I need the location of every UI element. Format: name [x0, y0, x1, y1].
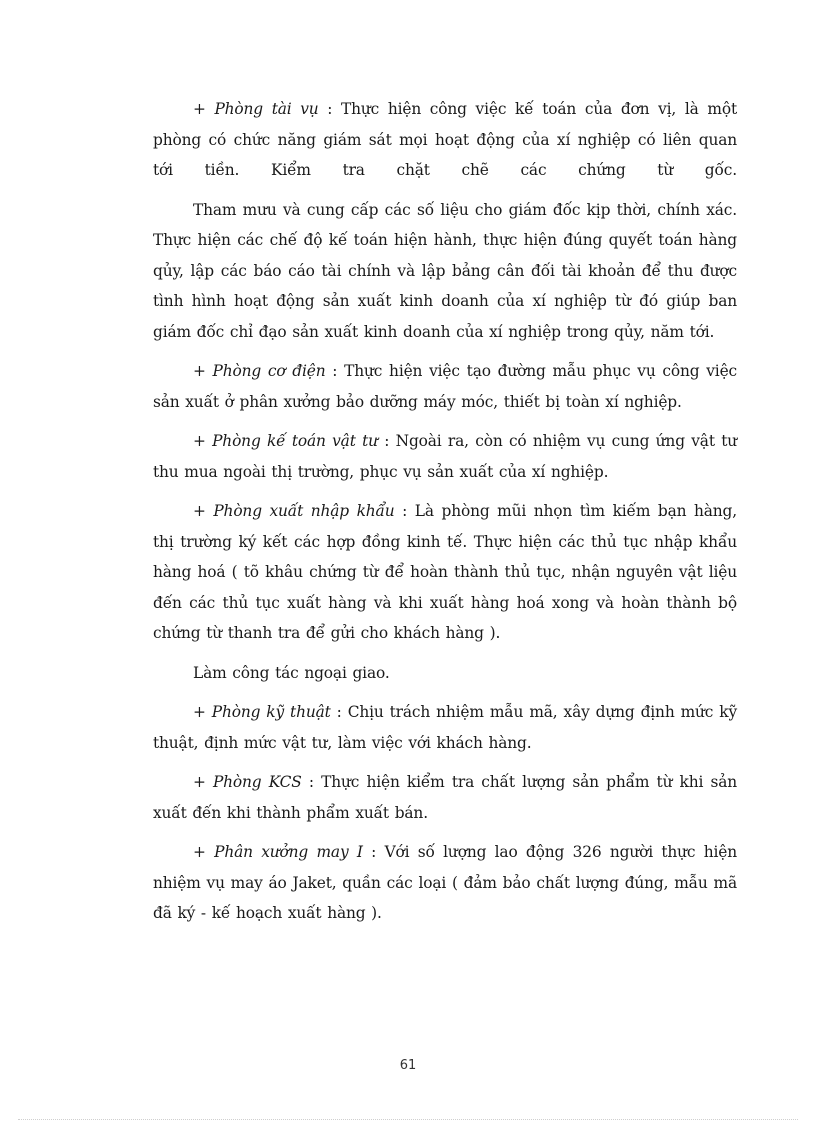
paragraph-text: : Ngoài ra, còn có nhiệm vụ cung ứng vật tư thu mua ngoài thị trường, phục vụ sản xuất của xí nghiệp.	[153, 432, 738, 481]
paragraph-phong-tai-vu	[153, 94, 737, 186]
paragraph-text: : Với số lượng lao động 326 người thực hiện nhiệm vụ may áo Jaket, quần các loại ( đảm bảo chất lượng đúng, mẫu mã đã ký - kế hoạch xuất hàng ).	[153, 843, 737, 922]
section-heading: + Phòng kế toán vật tư	[193, 432, 378, 450]
paragraph-phong-ky-thuat	[153, 697, 737, 758]
paragraph-text: Tham mưu và cung cấp các số liệu cho giám đốc kịp thời, chính xác. Thực hiện các chế độ kế toán hiện hành, thực hiện đúng quyết toán hàng qủy, lập các báo cáo tài chính và lập bảng cân đối tài khoản để thu được tình hình hoạt động sản xuất kinh doanh của xí nghiệp từ đó giúp ban giám đốc chỉ đạo sản xuất kinh doanh của xí nghiệp trong qủy, năm tới.	[153, 200, 737, 341]
paragraph-text: : Thực hiện kiểm tra chất lượng sản phẩm từ khi sản xuất đến khi thành phẩm xuất bán.	[153, 773, 738, 822]
paragraph-phong-ke-toan-vat-tu	[153, 426, 737, 487]
page-number: 61	[399, 1058, 417, 1073]
document-body	[153, 94, 737, 938]
paragraph-phan-xuong-may	[153, 837, 737, 929]
section-heading: + Phòng xuất nhập khẩu	[193, 502, 395, 520]
paragraph-text: : Chịu trách nhiệm mẫu mã, xây dựng định mức kỹ thuật, định mức vật tư, làm việc với khách hàng.	[153, 703, 737, 752]
paragraph-ngoai-giao	[153, 658, 737, 689]
section-heading: + Phòng tài vụ	[193, 100, 319, 118]
paragraph-text: Làm công tác ngoại giao.	[193, 663, 390, 682]
paragraph-text: : Là phòng mũi nhọn tìm kiếm bạn hàng, thị trường ký kết các hợp đồng kinh tế. Thực hiện các thủ tục nhập khẩu hàng hoá ( tõ khâu chứng từ để hoàn thành thủ tục, nhận nguyên vật liệu đến các thủ tục xuất hàng và khi xuất hàng hoá xong và hoàn thành bộ chứng từ thanh tra để gửi cho khách hàng ).	[153, 502, 738, 642]
paragraph-text: : Thực hiện công việc kế toán của đơn vị, là một phòng có chức năng giám sát mọi hoạt động của xí nghiệp có liên quan tới tiền. Kiểm tra chặt chẽ các chứng từ gốc.	[153, 100, 737, 179]
paragraph-text: : Thực hiện việc tạo đường mẫu phục vụ công việc sản xuất ở phân xưởng bảo dưỡng máy móc, thiết bị toàn xí nghiệp.	[153, 362, 737, 411]
paragraph-phong-xuat-nhap-khau	[153, 496, 737, 649]
paragraph-phong-co-dien	[153, 356, 737, 417]
paragraph-tham-muu	[153, 195, 737, 348]
section-heading: + Phòng cơ điện	[193, 362, 326, 380]
page-bottom-divider	[18, 1119, 798, 1120]
paragraph-phong-kcs	[153, 767, 737, 828]
section-heading: + Phân xưởng may I	[193, 843, 363, 861]
section-heading: + Phòng kỹ thuật	[193, 703, 331, 721]
section-heading: + Phòng KCS	[193, 773, 302, 791]
